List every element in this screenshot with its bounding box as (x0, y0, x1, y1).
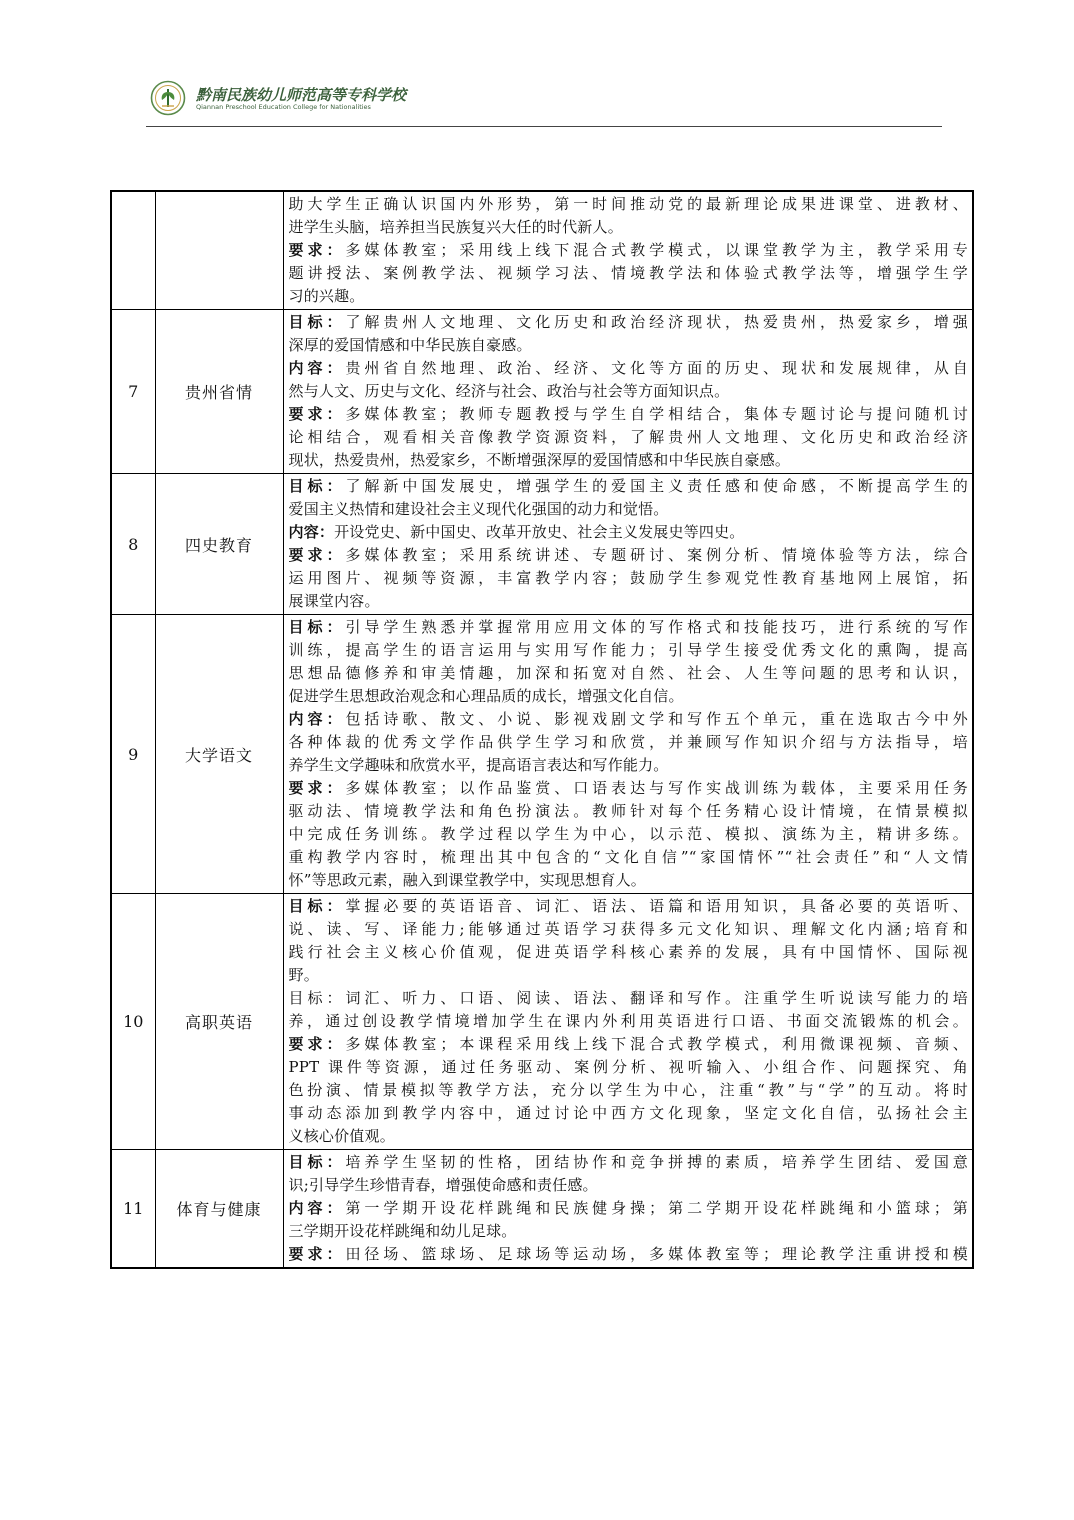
section-label: 内容： (288, 523, 335, 541)
line-text: 说、读、写、译能力;能够通过英语学习获得多元文化知识、理解文化内涵;培育和 (288, 920, 968, 938)
description-line (289, 1010, 969, 1033)
line-text: 促进学生思想政治观念和心理品质的成长，增强文化自信。 (288, 687, 684, 705)
description-line (289, 964, 969, 987)
description-line (289, 895, 969, 918)
description-line (289, 941, 969, 964)
description-line (289, 616, 969, 639)
course-name: 大学语文 (155, 615, 283, 894)
line-text: 色扮演、情景模拟等教学方法，充分以学生为中心，注重“教”与“学”的互动。将时 (288, 1081, 968, 1099)
description-line (289, 311, 969, 334)
line-text: 爱国主义热情和建设社会主义现代化强国的动力和觉悟。 (288, 500, 669, 518)
section-label: 内容： (288, 710, 346, 728)
description-line (289, 1079, 969, 1102)
description-line (289, 754, 969, 777)
description-line (289, 869, 969, 892)
section-label: 要求： (288, 1245, 346, 1263)
line-text: 习的兴趣。 (288, 287, 365, 305)
line-text: 多媒体教室；以作品鉴赏、口语表达与写作实战训练为载体，主要采用任务 (345, 779, 968, 797)
description-line (289, 239, 969, 262)
course-description (283, 1150, 973, 1269)
line-text: 论相结合，观看相关音像教学资源资料，了解贵州人文地理、文化历史和政治经济 (288, 428, 968, 446)
line-text: 思想品德修养和审美情趣，加深和拓宽对自然、社会、人生等问题的思考和认识， (288, 664, 968, 682)
description-line (289, 662, 969, 685)
description-line (289, 1151, 969, 1174)
description-line (289, 498, 969, 521)
section-label: 要求： (288, 779, 346, 797)
description-line (289, 544, 969, 567)
description-line (289, 823, 969, 846)
table-row (111, 1150, 973, 1269)
section-label: 目标： (288, 1153, 346, 1171)
description-line (289, 1056, 969, 1079)
section-label: 内容： (288, 359, 346, 377)
section-label: 要求： (288, 546, 346, 564)
line-text: 开设党史、新中国史、改革开放史、社会主义发展史等四史。 (334, 523, 745, 541)
description-line (289, 731, 969, 754)
description-line (289, 426, 969, 449)
line-text: 运用图片、视频等资源，丰富教学内容；鼓励学生参观党性教育基地网上展馆，拓 (288, 569, 968, 587)
course-description (283, 310, 973, 474)
line-text: 多媒体教室；采用系统讲述、专题研讨、案例分析、情境体验等方法，综合 (345, 546, 968, 564)
line-text: 现状，热爱贵州，热爱家乡，不断增强深厚的爱国情感和中华民族自豪感。 (288, 451, 791, 469)
course-description (283, 894, 973, 1150)
line-text: 驱动法、情境教学法和角色扮演法。教师针对每个任务精心设计情境，在情景模拟 (288, 802, 968, 820)
school-name-en: Qiannan Preschool Education College for Nationalities (196, 103, 371, 111)
line-text: 养学生文学趣味和欣赏水平，提高语言表达和写作能力。 (288, 756, 669, 774)
line-text: 践行社会主义核心价值观，促进英语学科核心素养的发展，具有中国情怀、国际视 (288, 943, 968, 961)
course-name: 贵州省情 (155, 310, 283, 474)
description-line (289, 846, 969, 869)
section-label: 要求： (288, 405, 346, 423)
description-line (289, 285, 969, 308)
line-text: 各种体裁的优秀文学作品供学生学习和欣赏，并兼顾写作知识介绍与方法指导，培 (288, 733, 968, 751)
description-line (289, 334, 969, 357)
description-line (289, 590, 969, 613)
table-row (111, 894, 973, 1150)
school-name-cn: 黔南民族幼儿师范高等专科学校 (196, 86, 407, 104)
description-line (289, 1174, 969, 1197)
line-text: 识;引导学生珍惜青春，增强使命感和责任感。 (288, 1176, 598, 1194)
section-label: 内容： (288, 1199, 346, 1217)
course-number: 8 (111, 474, 155, 615)
table-row (111, 191, 973, 310)
course-number: 9 (111, 615, 155, 894)
line-text: 了解新中国发展史，增强学生的爱国主义责任感和使命感，不断提高学生的 (345, 477, 968, 495)
course-name: 体育与健康 (155, 1150, 283, 1269)
description-line (289, 1102, 969, 1125)
line-text: 题讲授法、案例教学法、视频学习法、情境教学法和体验式教学法等，增强学生学 (288, 264, 968, 282)
section-label: 目标： (288, 618, 346, 636)
line-text: 掌握必要的英语语音、词汇、语法、语篇和语用知识，具备必要的英语听、 (345, 897, 968, 915)
line-text: 多媒体教室；本课程采用线上线下混合式教学模式，利用微课视频、音频、 (345, 1035, 968, 1053)
section-label: 目标： (288, 477, 346, 495)
line-text: 第一学期开设花样跳绳和民族健身操；第二学期开设花样跳绳和小篮球；第 (345, 1199, 968, 1217)
description-line (289, 262, 969, 285)
course-description (283, 474, 973, 615)
course-number (111, 191, 155, 310)
line-text: 重构教学内容时，梳理出其中包含的“文化自信”“家国情怀”“社会责任”和“人文情 (288, 848, 968, 866)
course-number: 11 (111, 1150, 155, 1269)
description-line (289, 567, 969, 590)
description-line (289, 1197, 969, 1220)
line-text: 了解贵州人文地理、文化历史和政治经济现状，热爱贵州，热爱家乡，增强 (345, 313, 968, 331)
description-line (289, 777, 969, 800)
description-line (289, 708, 969, 731)
course-number: 7 (111, 310, 155, 474)
line-text: 引导学生熟悉并掌握常用应用文体的写作格式和技能技巧，进行系统的写作 (345, 618, 968, 636)
course-description (283, 191, 973, 310)
section-label: 要求： (288, 241, 346, 259)
line-text: 目标：词汇、听力、口语、阅读、语法、翻译和写作。注重学生听说读写能力的培 (288, 989, 968, 1007)
description-line (289, 800, 969, 823)
line-text: 中完成任务训练。教学过程以学生为中心，以示范、模拟、演练为主，精讲多练。 (288, 825, 968, 843)
description-line (289, 449, 969, 472)
line-text: 养，通过创设教学情境增加学生在课内外利用英语进行口语、书面交流锻炼的机会。 (288, 1012, 968, 1030)
description-line (289, 685, 969, 708)
description-line (289, 987, 969, 1010)
description-line (289, 216, 969, 239)
line-text: 多媒体教室；教师专题教授与学生自学相结合，集体专题讨论与提问随机讨 (345, 405, 968, 423)
description-line (289, 918, 969, 941)
description-line (289, 380, 969, 403)
table-row (111, 474, 973, 615)
line-text: 包括诗歌、散文、小说、影视戏剧文学和写作五个单元，重在选取古今中外 (345, 710, 968, 728)
description-line (289, 1243, 969, 1266)
line-text: 事动态添加到教学内容中，通过讨论中西方文化现象，坚定文化自信，弘扬社会主 (288, 1104, 968, 1122)
page-header (146, 76, 942, 127)
description-line (289, 1125, 969, 1148)
course-name: 四史教育 (155, 474, 283, 615)
course-table-body (111, 191, 973, 1268)
description-line (289, 357, 969, 380)
line-text: 培养学生坚韧的性格，团结协作和竞争拼搏的素质，培养学生团结、爱国意 (345, 1153, 968, 1171)
course-number: 10 (111, 894, 155, 1150)
line-text: 怀”等思政元素，融入到课堂教学中，实现思想育人。 (288, 871, 646, 889)
description-line (289, 1033, 969, 1056)
line-text: 多媒体教室；采用线上线下混合式教学模式，以课堂教学为主，教学采用专 (345, 241, 968, 259)
line-text: 三学期开设花样跳绳和幼儿足球。 (288, 1222, 517, 1240)
line-text: 田径场、篮球场、足球场等运动场，多媒体教室等；理论教学注重讲授和模 (345, 1245, 968, 1263)
section-label: 要求： (288, 1035, 346, 1053)
line-text: 展课堂内容。 (288, 592, 380, 610)
line-text: 深厚的爱国情感和中华民族自豪感。 (288, 336, 532, 354)
section-label: 目标： (288, 313, 346, 331)
description-line (289, 639, 969, 662)
section-label: 目标： (288, 897, 346, 915)
course-description (283, 615, 973, 894)
description-line (289, 521, 969, 544)
course-table (110, 190, 974, 1269)
description-line (289, 193, 969, 216)
course-name: 高职英语 (155, 894, 283, 1150)
description-line (289, 1220, 969, 1243)
line-text: 训练，提高学生的语言运用与实用写作能力；引导学生接受优秀文化的熏陶，提高 (288, 641, 968, 659)
description-line (289, 403, 969, 426)
line-text: 进学生头脑，培养担当民族复兴大任的时代新人。 (288, 218, 623, 236)
school-emblem-icon (150, 80, 186, 116)
line-text: PPT 课件等资源，通过任务驱动、案例分析、视听输入、小组合作、问题探究、角 (288, 1058, 968, 1076)
course-name (155, 191, 283, 310)
line-text: 然与人文、历史与文化、经济与社会、政治与社会等方面知识点。 (288, 382, 730, 400)
table-row (111, 310, 973, 474)
description-line (289, 475, 969, 498)
table-row (111, 615, 973, 894)
line-text: 野。 (288, 966, 319, 984)
line-text: 助大学生正确认识国内外形势，第一时间推动党的最新理论成果进课堂、进教材、 (288, 195, 968, 213)
line-text: 贵州省自然地理、政治、经济、文化等方面的历史、现状和发展规律，从自 (345, 359, 968, 377)
line-text: 义核心价值观。 (288, 1127, 395, 1145)
